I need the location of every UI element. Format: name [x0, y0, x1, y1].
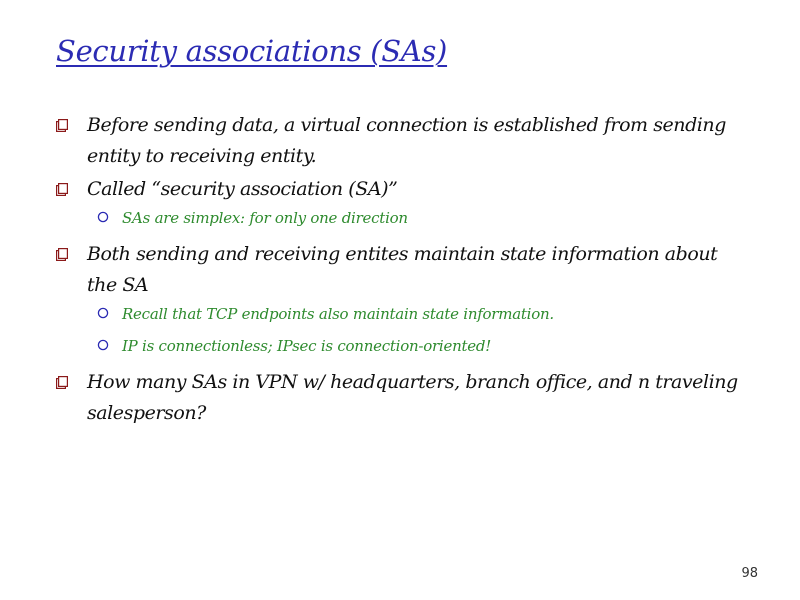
circle-icon — [97, 307, 109, 319]
bullet-text: Before sending data, a virtual connection is established from sending entity to receiving entity. — [87, 114, 726, 167]
bullet-text: How many SAs in VPN w/ headquarters, branch office, and n traveling salesperson? — [87, 371, 738, 424]
bullet-list — [56, 110, 746, 431]
bullet-item — [56, 174, 746, 205]
circle-icon — [97, 211, 109, 223]
square-box-icon — [56, 248, 68, 261]
sub-bullet-text: SAs are simplex: for only one direction — [122, 209, 408, 227]
sub-bullet-item — [97, 207, 746, 229]
bullet-text: Called “security association (SA)” — [87, 178, 398, 200]
sub-bullet-item — [97, 303, 746, 325]
sub-bullet-text: IP is connectionless; IPsec is connection-oriented! — [122, 337, 492, 355]
sub-bullet-item — [97, 335, 746, 357]
square-box-icon — [56, 376, 68, 389]
sub-list — [56, 303, 746, 357]
sub-list — [56, 207, 746, 229]
page-number: 98 — [741, 566, 758, 581]
slide-title: Security associations (SAs) — [56, 34, 448, 68]
sub-bullet-text: Recall that TCP endpoints also maintain state information. — [122, 305, 554, 323]
bullet-item — [56, 239, 746, 301]
bullet-text: Both sending and receiving entites maintain state information about the SA — [87, 243, 718, 296]
square-box-icon — [56, 119, 68, 132]
square-box-icon — [56, 183, 68, 196]
circle-icon — [97, 339, 109, 351]
bullet-item — [56, 367, 746, 429]
bullet-item — [56, 110, 746, 172]
